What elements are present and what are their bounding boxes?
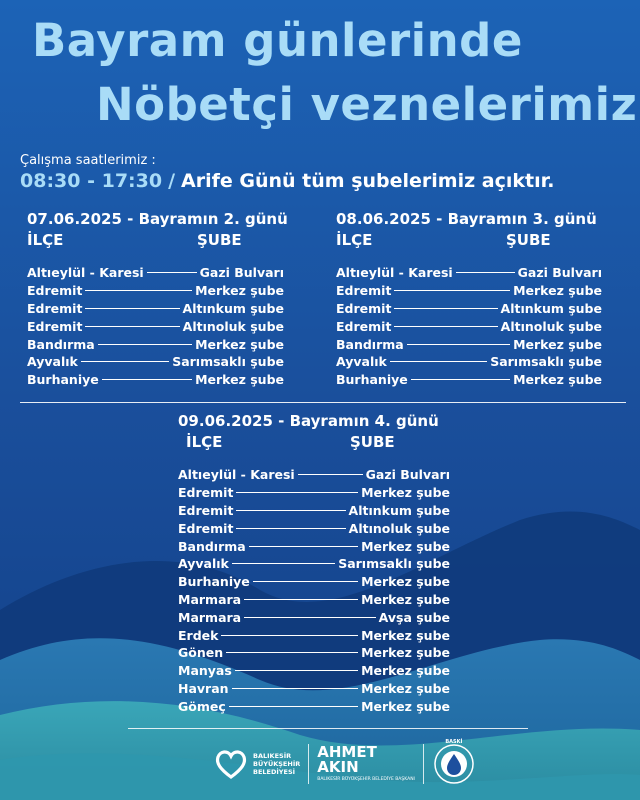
district-name: Burhaniye [27, 372, 99, 388]
branch-name: Merkez şube [361, 698, 450, 714]
logo-text-line: BÜYÜKŞEHİR [253, 760, 301, 768]
section-divider [20, 402, 626, 403]
connector-line [244, 617, 376, 618]
schedule-row [336, 282, 602, 300]
branch-name: Merkez şube [513, 283, 602, 299]
district-name: Burhaniye [336, 372, 408, 388]
district-name: Manyas [178, 663, 232, 679]
connector-line [456, 272, 515, 273]
schedule-heading: 09.06.2025 - Bayramın 4. günü [178, 412, 439, 430]
branch-name: Sarımsaklı şube [172, 354, 284, 370]
district-name: Edremit [27, 283, 83, 299]
district-name: Burhaniye [178, 574, 250, 590]
connector-line [244, 599, 358, 600]
connector-line [394, 308, 497, 309]
branch-name: Avşa şube [378, 609, 450, 625]
column-header-ilce: İLÇE [27, 231, 64, 249]
connector-line [147, 272, 197, 273]
footer-logos [214, 739, 476, 786]
mayor-name-last: AKIN [317, 758, 359, 776]
column-header-sube: ŞUBE [197, 231, 242, 249]
heart-logo-icon [214, 747, 248, 781]
connector-line [390, 361, 487, 362]
district-name: Erdek [178, 627, 219, 643]
district-name: Ayvalık [27, 354, 78, 370]
connector-line [102, 379, 192, 380]
working-hours-slash: / [168, 170, 176, 192]
schedule-row [178, 484, 450, 502]
district-name: Edremit [27, 300, 83, 316]
connector-line [98, 344, 192, 345]
schedule-row [178, 519, 450, 537]
branch-name: Merkez şube [195, 372, 284, 388]
working-hours-label: Çalışma saatlerimiz : [20, 153, 156, 168]
schedule-rows [178, 466, 450, 715]
schedule-rows [27, 264, 284, 389]
branch-name: Altınkum şube [500, 300, 602, 316]
district-name: Edremit [336, 283, 392, 299]
district-name: Gönen [178, 645, 224, 661]
connector-line [236, 492, 358, 493]
schedule-row [178, 608, 450, 626]
connector-line [226, 652, 358, 653]
district-name: Havran [178, 680, 229, 696]
stamp-text: BASKİ [445, 739, 463, 745]
schedule-row [178, 502, 450, 520]
district-name: Bandırma [336, 336, 404, 352]
connector-line [85, 290, 192, 291]
district-name: Edremit [336, 300, 392, 316]
branch-name: Altınoluk şube [348, 520, 450, 536]
branch-name: Gazi Bulvarı [199, 265, 284, 281]
footer-divider [128, 728, 528, 729]
schedule-row [178, 680, 450, 698]
schedule-heading: 08.06.2025 - Bayramın 3. günü [336, 210, 597, 228]
connector-line [229, 706, 358, 707]
connector-line [235, 670, 358, 671]
schedule-rows [336, 264, 602, 389]
logo-divider [308, 744, 309, 784]
title-line-1: Bayram günlerinde [32, 14, 523, 67]
connector-line [249, 546, 358, 547]
branch-name: Altınkum şube [182, 300, 284, 316]
column-header-sube: ŞUBE [350, 433, 395, 451]
district-name: Altıeylül - Karesi [27, 265, 144, 281]
branch-name: Gazi Bulvarı [365, 467, 450, 483]
district-name: Marmara [178, 609, 242, 625]
branch-name: Merkez şube [361, 574, 450, 590]
working-hours-note: Arife Günü tüm şubelerimiz açıktır. [181, 170, 555, 192]
district-name: Altıeylül - Karesi [336, 265, 453, 281]
schedule-row [27, 353, 284, 371]
branch-name: Merkez şube [513, 336, 602, 352]
connector-line [232, 563, 335, 564]
schedule-row [336, 353, 602, 371]
district-name: Ayvalık [336, 354, 387, 370]
connector-line [253, 581, 358, 582]
schedule-row [27, 317, 284, 335]
schedule-row [178, 644, 450, 662]
branch-name: Altınoluk şube [500, 318, 602, 334]
district-name: Altıeylül - Karesi [178, 467, 295, 483]
connector-line [85, 308, 179, 309]
schedule-row [178, 573, 450, 591]
branch-name: Merkez şube [361, 680, 450, 696]
district-name: Edremit [178, 485, 234, 501]
connector-line [236, 510, 345, 511]
schedule-row [27, 335, 284, 353]
branch-name: Merkez şube [361, 485, 450, 501]
district-name: Edremit [178, 502, 234, 518]
logo-text-line: BALIKESİR [253, 752, 292, 760]
schedule-row [336, 335, 602, 353]
column-header-sube: ŞUBE [506, 231, 551, 249]
schedule-row [27, 264, 284, 282]
district-name: Marmara [178, 591, 242, 607]
branch-name: Merkez şube [361, 645, 450, 661]
mayor-name-first: AHMET [317, 743, 377, 761]
connector-line [81, 361, 169, 362]
schedule-row [336, 264, 602, 282]
connector-line [298, 474, 363, 475]
column-header-ilce: İLÇE [186, 433, 223, 451]
schedule-row [178, 662, 450, 680]
connector-line [411, 379, 510, 380]
district-name: Bandırma [27, 336, 95, 352]
connector-line [394, 290, 510, 291]
schedule-row [178, 591, 450, 609]
district-name: Bandırma [178, 538, 246, 554]
branch-name: Merkez şube [361, 627, 450, 643]
column-header-ilce: İLÇE [336, 231, 373, 249]
branch-name: Merkez şube [361, 538, 450, 554]
schedule-row [178, 537, 450, 555]
connector-line [232, 688, 359, 689]
municipality-logo [214, 747, 300, 781]
district-name: Ayvalık [178, 556, 229, 572]
district-name: Edremit [178, 520, 234, 536]
working-hours-time: 08:30 - 17:30 [20, 170, 163, 192]
schedule-row [27, 282, 284, 300]
mayor-subtitle: BALIKESİR BÜYÜKŞEHİR BELEDİYE BAŞKANI [317, 777, 415, 782]
schedule-row [336, 317, 602, 335]
connector-line [394, 326, 497, 327]
connector-line [221, 635, 358, 636]
baski-logo [432, 739, 476, 786]
schedule-row [27, 371, 284, 389]
branch-name: Gazi Bulvarı [517, 265, 602, 281]
branch-name: Merkez şube [361, 663, 450, 679]
branch-name: Sarımsaklı şube [338, 556, 450, 572]
logo-divider [423, 744, 424, 784]
branch-name: Merkez şube [195, 336, 284, 352]
connector-line [407, 344, 510, 345]
connector-line [236, 528, 345, 529]
branch-name: Altınoluk şube [182, 318, 284, 334]
working-hours-line [20, 170, 555, 192]
district-name: Edremit [336, 318, 392, 334]
branch-name: Altınkum şube [348, 502, 450, 518]
branch-name: Merkez şube [361, 591, 450, 607]
schedule-row [27, 300, 284, 318]
branch-name: Merkez şube [513, 372, 602, 388]
title-line-2: Nöbetçi veznelerimiz [96, 78, 638, 131]
schedule-row [178, 555, 450, 573]
district-name: Edremit [27, 318, 83, 334]
water-drop-icon [432, 742, 476, 786]
schedule-heading: 07.06.2025 - Bayramın 2. günü [27, 210, 288, 228]
district-name: Gömeç [178, 698, 226, 714]
schedule-row [178, 697, 450, 715]
branch-name: Merkez şube [195, 283, 284, 299]
mayor-logo [317, 745, 415, 783]
schedule-row [336, 300, 602, 318]
logo-text-line: BELEDİYESİ [253, 768, 296, 776]
schedule-row [178, 466, 450, 484]
schedule-row [336, 371, 602, 389]
schedule-row [178, 626, 450, 644]
connector-line [85, 326, 179, 327]
branch-name: Sarımsaklı şube [490, 354, 602, 370]
